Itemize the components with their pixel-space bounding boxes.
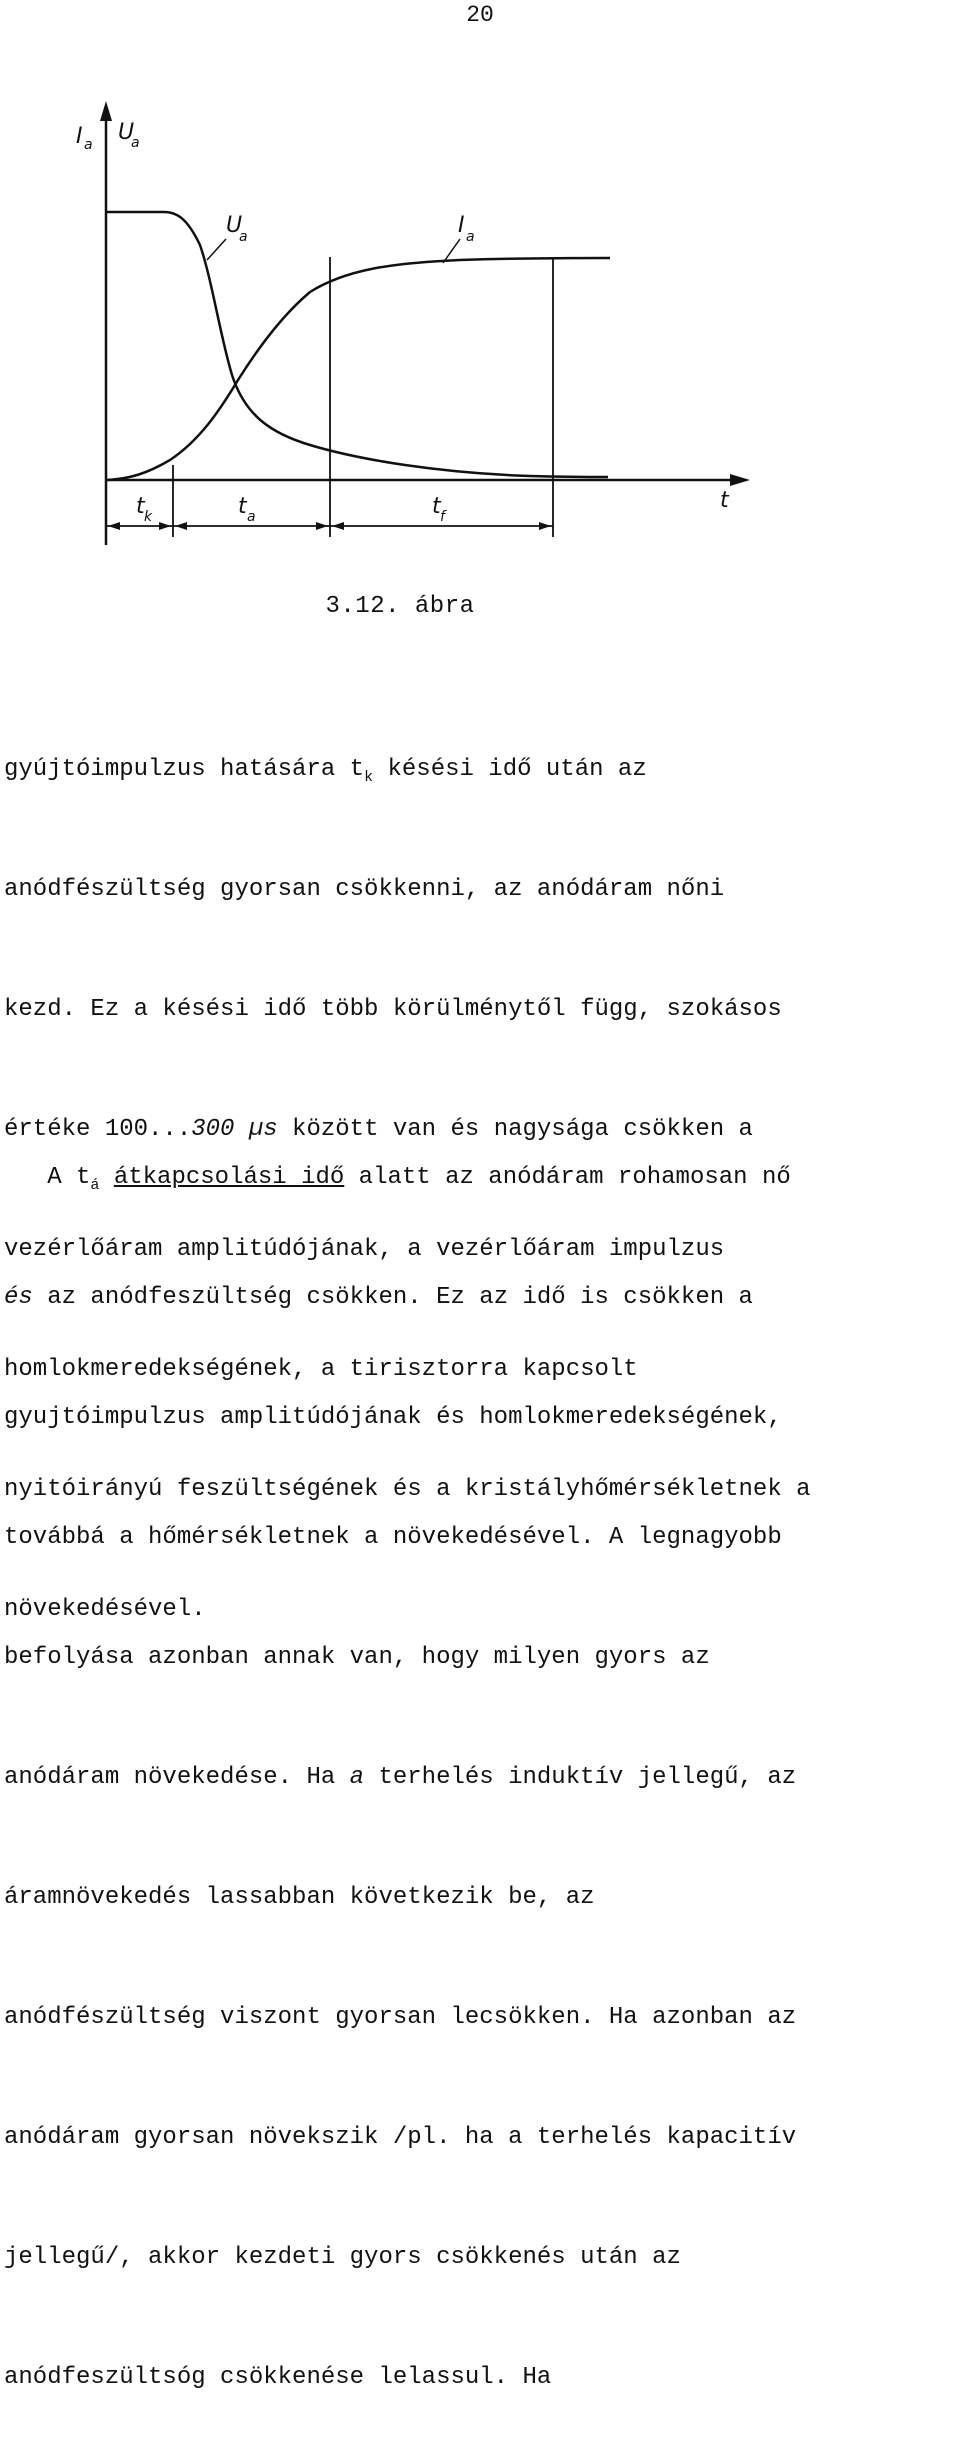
axis-label-current-sub: a — [84, 137, 93, 153]
italic-run: és — [4, 1284, 33, 1311]
curve-label-current: I — [458, 213, 465, 238]
vertical-axis-arrow — [100, 101, 112, 121]
interval-arrow-tk-left — [108, 522, 120, 530]
page-number: 20 — [466, 2, 494, 28]
text-run: alatt az anódáram rohamosan nő — [344, 1164, 791, 1191]
interval-label-tk-sub: k — [144, 509, 153, 525]
text-run: anódáram növekedése. Ha — [4, 1764, 350, 1791]
figure-3-12 — [60, 95, 800, 555]
current-curve — [106, 258, 610, 480]
paragraph-2-line-6 — [4, 1758, 959, 1798]
text-run — [99, 1164, 113, 1191]
paragraph-2-line-8: anódfészültség viszont gyorsan lecsökken. Ha azonban az — [4, 2004, 797, 2031]
italic-run: 300 µs — [191, 1116, 278, 1143]
paragraph-2-line-10: jellegű/, akkor kezdeti gyors csökkenés után az — [4, 2244, 681, 2271]
curve-label-current-sub: a — [466, 229, 475, 245]
figure-caption: 3.12. ábra — [325, 593, 475, 620]
paragraph-2-line-3: gyujtóimpulzus amplitúdójának és homlokmeredekségének, — [4, 1404, 782, 1431]
paragraph-1-line-5: vezérlőáram amplitúdójának, a vezérlőáram impulzus — [4, 1236, 725, 1263]
underlined-term: átkapcsolási idő — [113, 1164, 345, 1191]
paragraph-2 — [4, 1078, 959, 2438]
paragraph-1-line-6: homlokmeredekségének, a tirisztorra kapcsolt — [4, 1356, 638, 1383]
axis-label-time: t — [720, 488, 729, 513]
subscript: á — [90, 1177, 100, 1194]
text-run: az anódfeszültség csökken. Ez az idő is csökken a — [32, 1284, 753, 1311]
paragraph-1-line-8: növekedésével. — [4, 1596, 206, 1623]
curve-label-voltage: U — [226, 213, 243, 238]
curve-label-voltage-sub: a — [239, 229, 248, 245]
interval-label-ta-sub: a — [247, 509, 256, 525]
paragraph-1-line-3: kezd. Ez a késési idő több körülménytől függ, szokásos — [4, 996, 782, 1023]
interval-arrow-ta-left — [175, 522, 187, 530]
interval-label-tf-sub: f — [440, 509, 445, 525]
paragraph-2-line-1 — [4, 1158, 959, 1198]
paragraph-1-line-1 — [4, 750, 959, 790]
paragraph-1-line-2: anódfészültség gyorsan csökkenni, az anódáram nőni — [4, 876, 725, 903]
thyristor-switching-diagram — [60, 95, 800, 555]
text-run: késési idő után az — [373, 756, 647, 783]
paragraph-1-line-7: nyitóirányú feszültségének és a kristályhőmérsékletnek a — [4, 1476, 811, 1503]
paragraph-2-line-9: anódáram gyorsan növekszik /pl. ha a terhelés kapacitív — [4, 2124, 797, 2151]
interval-arrow-tf-left — [332, 522, 344, 530]
text-run: gyújtóimpulzus hatására t — [4, 756, 365, 783]
voltage-label-leader — [207, 239, 226, 260]
axis-label-current: I — [76, 124, 83, 149]
axis-label-voltage-sub: a — [131, 135, 140, 151]
time-axis-arrow — [730, 474, 750, 486]
interval-arrow-ta-right — [316, 522, 328, 530]
interval-label-tk: t — [136, 494, 145, 519]
text-run: terhelés induktív jellegű, az — [364, 1764, 797, 1791]
italic-run: a — [349, 1764, 365, 1791]
text-run: A t — [4, 1164, 91, 1191]
paragraph-2-line-7: áramnövekedés lassabban következik be, az — [4, 1884, 595, 1911]
axis-label-voltage: U — [118, 120, 135, 145]
interval-arrow-tk-right — [159, 522, 171, 530]
paragraph-2-line-11: anódfeszültsóg csökkenése lelassul. Ha — [4, 2364, 552, 2391]
interval-label-ta: t — [238, 494, 247, 519]
voltage-curve — [106, 212, 608, 477]
subscript: k — [364, 769, 374, 786]
paragraph-2-line-4: továbbá a hőmérsékletnek a növekedésével. A legnagyobb — [4, 1524, 782, 1551]
paragraph-2-line-2 — [4, 1278, 959, 1318]
interval-label-tf: t — [432, 494, 441, 519]
interval-arrow-tf-right — [539, 522, 551, 530]
paragraph-2-line-5: befolyása azonban annak van, hogy milyen gyors az — [4, 1644, 710, 1671]
text-run: értéke 100... — [4, 1116, 192, 1143]
text-run: között van és nagysága csökken a — [277, 1116, 753, 1143]
